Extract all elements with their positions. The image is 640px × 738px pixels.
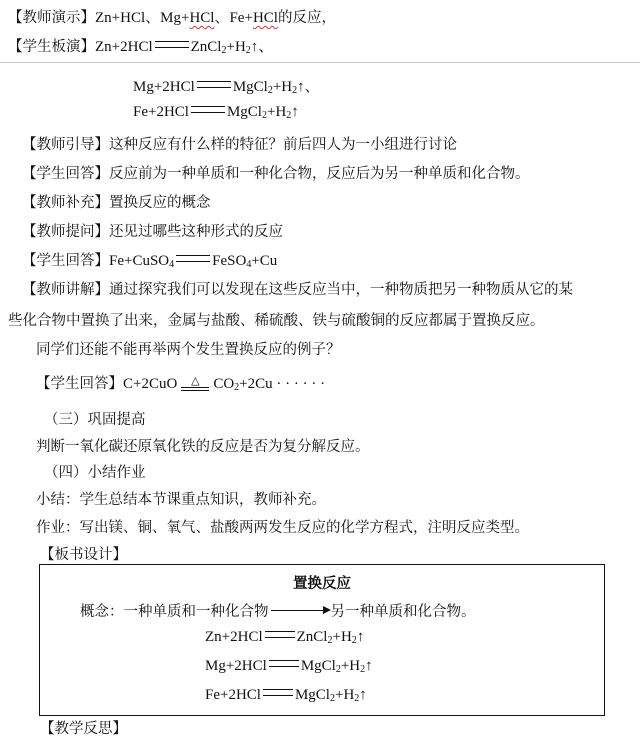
homework-line: 作业：写出镁、铜、氧气、盐酸两两发生反应的化学方程式，注明反应类型。 [36,520,529,536]
page-break-divider [0,62,640,63]
board-design-heading: 【板书设计】 [40,547,127,563]
board-concept: 概念：一种单质和一种化合物 另一种单质和化合物。 [80,604,476,620]
student-answer-line: 【学生回答】反应前为一种单质和一种化合物，反应后为另一种单质和化合物。 [22,166,530,182]
board-equation-mg: Mg+2HCl $MgCl_2+H_2↑$ [205,658,373,675]
student-answer-equation: 【学生回答】Fe+CuSO$_4$ FeSO$_4$+Cu [22,253,278,270]
teacher-demo-line: 【教师演示】Zn+HCl、Mg+HCl、Fe+HCl的反应， [8,10,336,26]
teacher-explain-cont: 些化合物中置换了出来，金属与盐酸、稀硫酸、铁与硫酸铜的反应都属于置换反应。 [8,313,545,329]
teacher-guide-line: 【教师引导】这种反应有什么样的特征？前后四人为一小组进行讨论 [22,137,457,153]
student-board-line: 【学生板演】Zn+2HCl $ZnCl_2+H_2↑$、 [8,39,274,56]
section-summary: （四）小结作业 [44,465,146,481]
teacher-supplement-line: 【教师补充】置换反应的概念 [22,195,211,211]
exercise-line: 判断一氧化碳还原氧化铁的反应是否为复分解反应。 [36,439,370,455]
equation-mg: Mg+2HCl $MgCl_2+H_2↑$、 [133,79,320,96]
summary-line: 小结：学生总结本节课重点知识，教师补充。 [36,492,326,508]
equals-double-bar [155,41,189,48]
board-design-box [39,564,605,716]
board-equation-zn: Zn+2HCl $ZnCl_2+H_2↑$ [205,629,365,646]
reaction-arrow [271,610,329,612]
heating-symbol: △ [181,374,209,387]
section-tag: 【教师演示】 [8,10,95,26]
board-equation-fe: Fe+2HCl $MgCl_2+H_2↑$ [205,687,367,704]
student-answer-heating: 【学生回答】C+2CuO △ $CO_2+2Cu$ · · · · · · [36,374,326,393]
board-title: 置换反应 [293,576,351,592]
prompt-question: 同学们还能不能再举两个发生置换反应的例子？ [36,342,341,358]
reflection-heading-cut: 【教学反思】 [40,721,127,737]
teacher-explain-line: 【教师讲解】通过探究我们可以发现在这些反应当中，一种物质把另一种物质从它的某 [22,282,573,298]
section-consolidation: （三）巩固提高 [44,412,146,428]
equation-fe: Fe+2HCl $MgCl_2+H_2↑$ [133,104,299,121]
teacher-question-line: 【教师提问】还见过哪些这种形式的反应 [22,224,283,240]
